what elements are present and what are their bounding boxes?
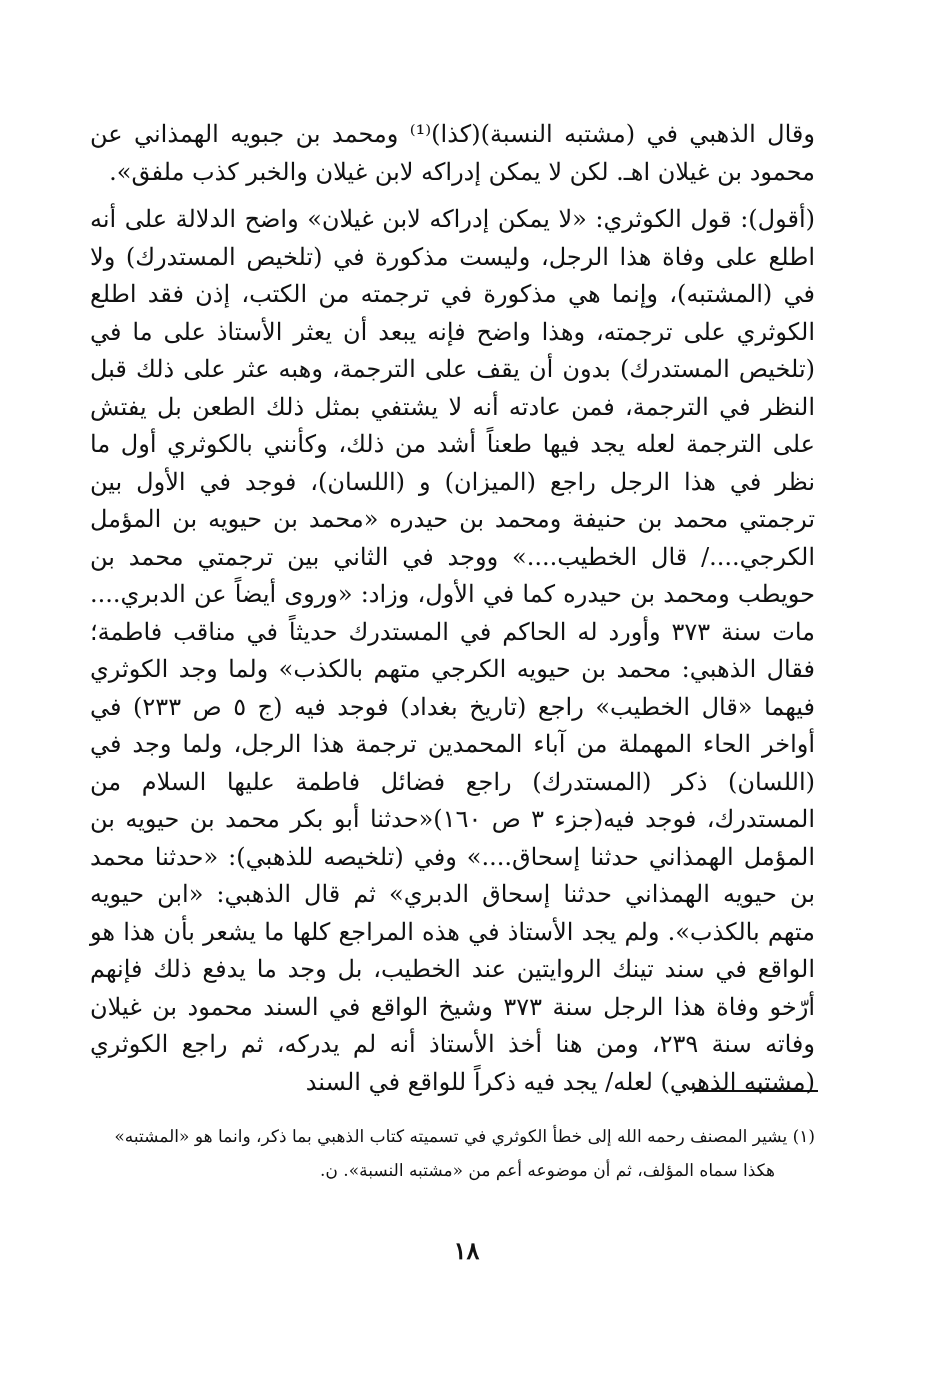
main-text — [90, 116, 815, 1101]
footnote — [90, 1120, 815, 1188]
footnote-separator — [694, 1090, 818, 1092]
paragraph-2: (أقول): قول الكوثري: «لا يمكن إدراكه لابن غيلان» واضح الدلالة على أنه اطلع على وفاة هذا الرجل، وليست مذكورة في (تلخيص المستدرك) ولا في (المشتبه)، وإنما هي مذكورة في ترجمته من الكتب، إذن فقد اطلع الكوثري على ترجمته، وهذا واضح فإنه يبعد أن يعثر الأستاذ على ما في (تلخيص المستدرك) بدون أن يقف على الترجمة، وهبه عثر على ذلك قبل النظر في الترجمة، فمن عادته أنه لا يشتفي بمثل ذلك الطعن بل يفتش على الترجمة لعله يجد فيها طعناً أشد من ذلك، وكأنني بالكوثري أول ما نظر في هذا الرجل راجع (الميزان) و (اللسان)، فوجد في الأول بين ترجمتي محمد بن حنيفة ومحمد بن حيدره «محمد بن حيويه بن المؤمل الكرجي..../ قال الخطيب....» ووجد في الثاني بين ترجمتي محمد بن حويطب ومحمد بن حيدره كما في الأول، وزاد: «وروى أيضاً عن الدبري.... مات سنة ٣٧٣ وأورد له الحاكم في المستدرك حديثاً في مناقب فاطمة؛ فقال الذهبي: محمد بن حيويه الكرجي متهم بالكذب» ولما وجد الكوثري فيهما «قال الخطيب» راجع (تاريخ بغداد) فوجد فيه (ج ٥ ص ٢٣٣) في أواخر الحاء المهملة من آباء المحمدين ترجمة هذا الرجل، ولما وجد في (اللسان) ذكر (المستدرك) راجع فضائل فاطمة عليها السلام من المستدرك، فوجد فيه(جزء ٣ ص ١٦٠)«حدثنا أبو بكر محمد بن حيويه بن المؤمل الهمذاني حدثنا إسحاق....» وفي (تلخيصه للذهبي): «حدثنا محمد بن حيويه الهمذاني حدثنا إسحاق الدبري» ثم قال الذهبي: «ابن حيويه متهم بالكذب». ولم يجد الأستاذ في هذه المراجع كلها ما يشعر بأن هذا هو الواقع في سند تينك الروايتين عند الخطيب، بل وجد ما يدفع ذلك فإنهم أرّخو وفاة هذا الرجل سنة ٣٧٣ وشيخ الواقع في السند محمود بن غيلان وفاته سنة ٢٣٩، ومن هنا أخذ الأستاذ أنه لم يدركه، ثم راجع الكوثري (مشتبه الذهبي) لعله/ يجد فيه ذكراً للواقع في السند — [90, 205, 816, 1096]
page-number: ١٨ — [453, 1236, 480, 1265]
footnote-line-2: هكذا سماه المؤلف، ثم أن موضوعه أعم من «مشتبه النسبة». ن. — [320, 1161, 775, 1181]
paragraph-1: وقال الذهبي في (مشتبه النسبة)(كذا)⁽¹⁾ ومحمد بن جبويه الهمذاني عن محمود بن غيلان اهـ. لكن لا يمكن إدراكه لابن غيلان والخبر كذب ملفق». — [90, 120, 815, 186]
footnote-line-1: (١) يشير المصنف رحمه الله إلى خطأ الكوثري في تسميته كتاب الذهبي بما ذكر، وانما هو «المشتبه» — [114, 1127, 815, 1147]
